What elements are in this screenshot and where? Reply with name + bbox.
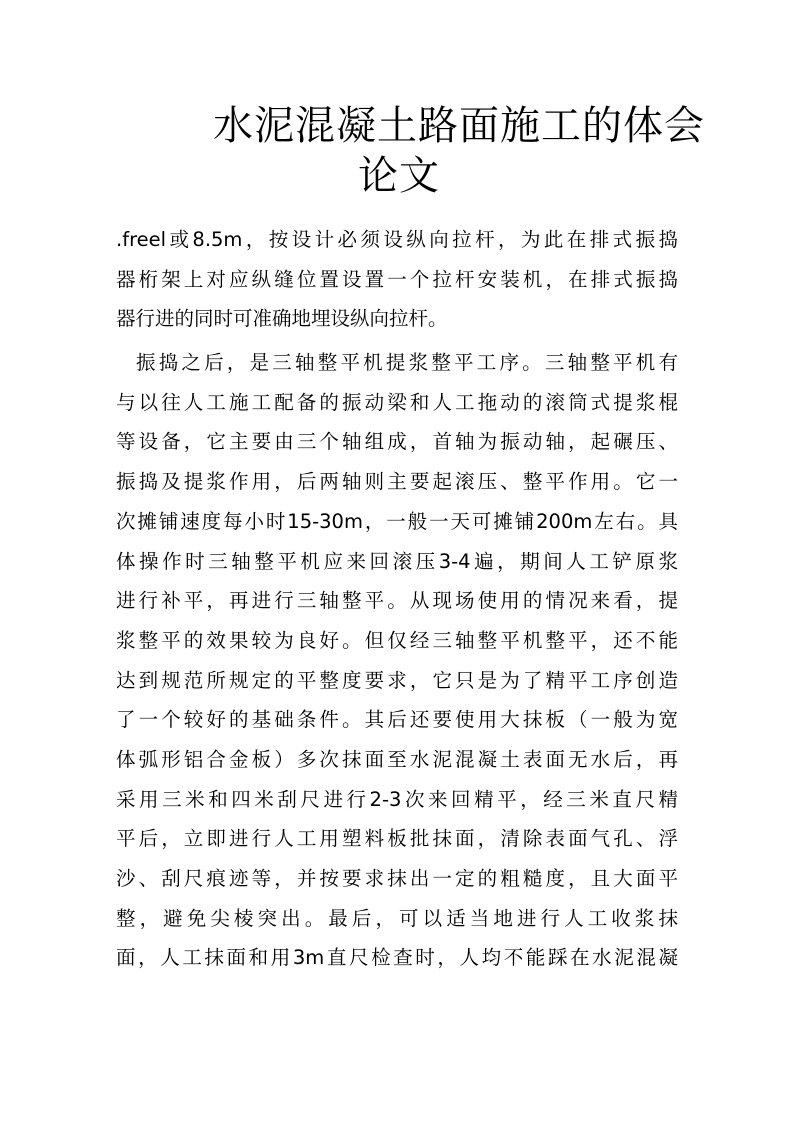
paragraph-line: 器行进的同时可准确地埋设纵向拉杆。 bbox=[116, 307, 448, 331]
paragraph-line: 体操作时三轴整平机应来回滚压3-4遍，期间人工铲原浆 bbox=[116, 549, 678, 573]
paragraph-line: 与以往人工施工配备的振动梁和人工拖动的滚筒式提浆棍 bbox=[116, 390, 678, 414]
paragraph-line: 采用三米和四米刮尺进行2-3次来回精平，经三米直尺精 bbox=[116, 787, 678, 811]
paragraph-line: 沙、刮尺痕迹等，并按要求抹出一定的粗糙度，且大面平 bbox=[116, 867, 678, 890]
paragraph-line: 面，人工抹面和用3m直尺检查时，人均不能踩在水泥混凝 bbox=[116, 946, 678, 970]
paragraph-line: 达到规范所规定的平整度要求，它只是为了精平工序创造 bbox=[116, 668, 678, 692]
paragraph-line: 体弧形铝合金板）多次抹面至水泥混凝土表面无水后，再 bbox=[116, 747, 678, 771]
paragraph-line: .freel或8.5m，按设计必须设纵向拉杆，为此在排式振捣 bbox=[116, 228, 678, 251]
document-title-line-2: 论文 bbox=[358, 153, 440, 199]
paragraph-line: 次摊铺速度每小时15-30m，一般一天可摊铺200m左右。具 bbox=[116, 509, 678, 533]
paragraph-1 bbox=[116, 220, 678, 339]
paragraph-line: 器桁架上对应纵缝位置设置一个拉杆安装机，在排式振捣 bbox=[116, 267, 678, 291]
paragraph-line: 了一个较好的基础条件。其后还要使用大抹板（一般为宽 bbox=[116, 708, 678, 732]
paragraph-line: 振捣之后，是三轴整平机提浆整平工序。三轴整平机有 bbox=[136, 351, 678, 375]
paragraph-2 bbox=[116, 343, 678, 978]
paragraph-line: 进行补平，再进行三轴整平。从现场使用的情况来看，提 bbox=[116, 589, 678, 613]
paragraph-line: 浆整平的效果较为良好。但仅经三轴整平机整平，还不能 bbox=[116, 628, 678, 652]
paragraph-line: 平后，立即进行人工用塑料板批抹面，清除表面气孔、浮 bbox=[116, 827, 678, 851]
paragraph-line: 整，避免尖棱突出。最后，可以适当地进行人工收浆抹 bbox=[116, 906, 678, 930]
paragraph-line: 振捣及提浆作用，后两轴则主要起滚压、整平作用。它一 bbox=[116, 470, 678, 494]
paragraph-line: 等设备，它主要由三个轴组成，首轴为振动轴，起碾压、 bbox=[116, 430, 678, 454]
document-title-line-1: 水泥混凝土路面施工的体会 bbox=[213, 103, 705, 149]
document-body bbox=[116, 220, 678, 978]
